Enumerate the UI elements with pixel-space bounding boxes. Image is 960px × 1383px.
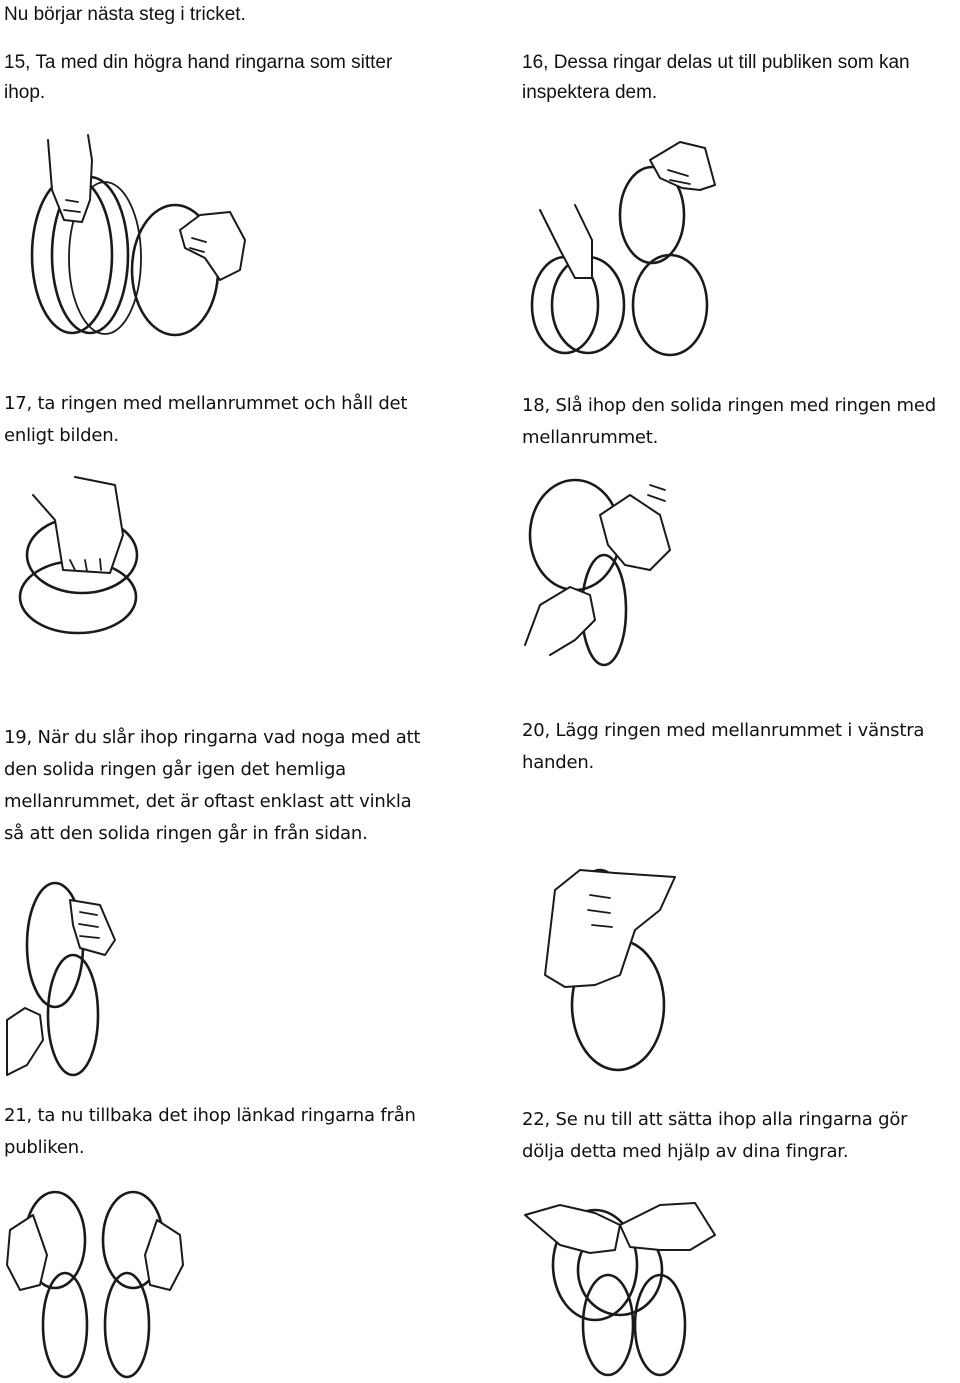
step-20-illustration: [540, 865, 690, 1075]
step-16-illustration: [520, 130, 740, 360]
step-15-illustration: [20, 130, 260, 340]
step-22-text: 22, Se nu till att sätta ihop alla ringarna gör dölja detta med hjälp av dina fingrar.: [522, 1109, 908, 1162]
step-19-text: 19, När du slår ihop ringarna vad noga med att den solida ringen går igen det hemliga mellanrummet, det är oftast enklast att vinkla så att den solida ringen går in från sidan.: [4, 727, 421, 844]
step-17-text: 17, ta ringen med mellanrummet och håll det enligt bilden.: [4, 393, 408, 446]
step-16-text: 16, Dessa ringar delas ut till publiken som kan inspektera dem.: [522, 52, 910, 103]
step-19-illustration: [5, 880, 135, 1080]
step-15-text: 15, Ta med din högra hand ringarna som sitter ihop.: [4, 52, 393, 103]
step-17-illustration: [15, 475, 165, 645]
intro-text: Nu börjar nästa steg i tricket.: [4, 4, 246, 25]
step-18-text: 18, Slå ihop den solida ringen med ringen med mellanrummet.: [522, 395, 936, 448]
step-22-illustration: [520, 1195, 720, 1380]
step-21-illustration: [5, 1185, 185, 1380]
step-21-text: 21, ta nu tillbaka det ihop länkad ringarna från publiken.: [4, 1105, 416, 1158]
step-18-illustration: [520, 475, 680, 665]
step-20-text: 20, Lägg ringen med mellanrummet i vänstra handen.: [522, 720, 925, 773]
